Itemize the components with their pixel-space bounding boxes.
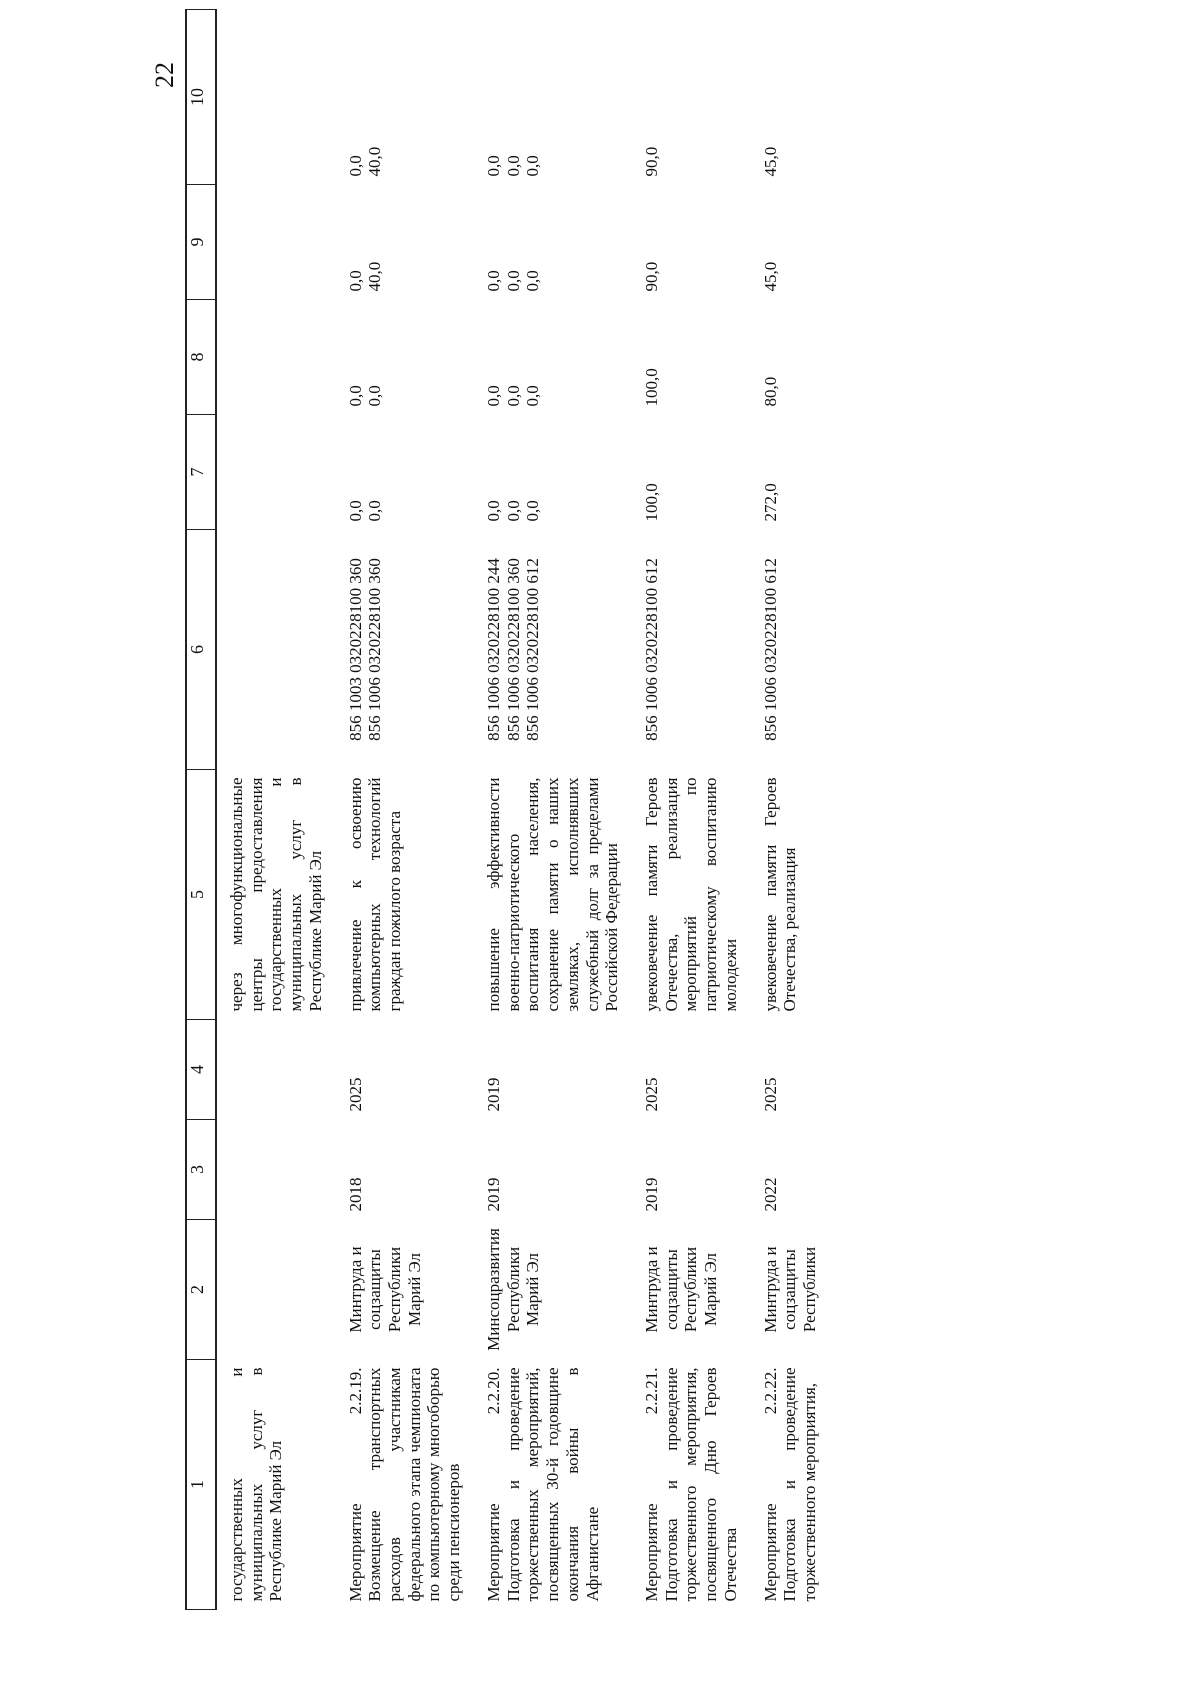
cell-value: 100,0: [641, 483, 661, 522]
cell-c1: государственных и муниципальных услуг в Республике Марий Эл: [227, 1367, 286, 1602]
cell-c9-list: [474, 185, 632, 300]
col-header-9: 9: [186, 185, 216, 300]
cell-c1: Мероприятие 2.2.22. Подготовка и проведение торжественного мероприятия,: [760, 1367, 819, 1602]
cell-c9-list: [751, 185, 830, 300]
cell-value: 0,0: [483, 500, 503, 522]
table-row: [751, 10, 830, 1610]
cell-c10-list: [632, 10, 751, 185]
cell-value: 0,0: [523, 500, 543, 522]
cell-value: 856 1006 0320228100 612: [760, 558, 780, 741]
header-row: [186, 10, 216, 1610]
cell-value: 90,0: [641, 261, 661, 292]
col-header-8: 8: [186, 300, 216, 415]
cell-c2: Минтруда и соцзащиты Республики Марий Эл: [345, 1246, 424, 1333]
cell-c6-list: [632, 530, 751, 770]
cell-c2: [216, 1220, 336, 1360]
col-header-3: 3: [186, 1120, 216, 1220]
cell-value: 80,0: [760, 376, 780, 407]
cell-c8-list: [751, 300, 830, 415]
cell-c5: через многофункциональные центры предоставления государственных и муниципальных услуг в Республике Марий Эл: [227, 777, 325, 1012]
cell-c6-list: [751, 530, 830, 770]
cell-c10-list: [474, 10, 632, 185]
cell-c2: Минтруда и соцзащиты Республики Марий Эл: [641, 1246, 721, 1333]
cell-c7-list: [474, 415, 632, 530]
cell-value: 856 1006 0320228100 360: [503, 558, 523, 741]
cell-value: 0,0: [503, 155, 523, 177]
cell-c5: увековечение памяти Героев Отечества, реализация мероприятий по патриотическому воспитанию молодежи: [641, 777, 740, 1012]
cell-value: 90,0: [641, 146, 661, 177]
cell-value: 0,0: [483, 155, 503, 177]
cell-value: 0,0: [365, 385, 385, 407]
cell-c6-list: [336, 530, 474, 770]
cell-value: 0,0: [345, 155, 365, 177]
cell-value: 40,0: [365, 261, 385, 292]
cell-value: 100,0: [641, 368, 661, 407]
page-number: 22: [150, 62, 179, 88]
cell-c7-list: [336, 415, 474, 530]
cell-value: 0,0: [483, 270, 503, 292]
cell-c1: Мероприятие 2.2.21. Подготовка и проведение торжественного мероприятия, посвященного Дню Героев Отечества: [641, 1367, 740, 1602]
cell-c10-list: [216, 10, 336, 185]
cell-c4: 2025: [760, 1077, 780, 1112]
cell-c6-list: [474, 530, 632, 770]
cell-value: 0,0: [345, 270, 365, 292]
col-header-7: 7: [186, 415, 216, 530]
cell-c7-list: [751, 415, 830, 530]
cell-c2: Минсоцразвития Республики Марий Эл: [483, 1228, 543, 1351]
cell-value: 45,0: [760, 261, 780, 292]
cell-c3: 2022: [760, 1177, 780, 1212]
cell-c5: повышение эффективности военно-патриотического воспитания населения, сохранение памяти о наших земляках, исполнявших служебный долг за пределами Российской Федерации: [483, 777, 622, 1012]
cell-c9-list: [632, 185, 751, 300]
cell-c4: 2025: [345, 1077, 365, 1112]
cell-c10-list: [751, 10, 830, 185]
cell-value: 0,0: [503, 385, 523, 407]
cell-value: 0,0: [523, 385, 543, 407]
cell-c4: 2019: [483, 1077, 503, 1112]
cell-value: 272,0: [760, 483, 780, 522]
col-header-4: 4: [186, 1020, 216, 1120]
cell-c8-list: [632, 300, 751, 415]
cell-c3: 2019: [641, 1177, 661, 1212]
cell-value: 856 1006 0320228100 612: [641, 558, 661, 741]
table-body: [216, 10, 830, 1610]
cell-c3: [216, 1120, 336, 1220]
cell-c2: Минтруда и соцзащиты Республики: [760, 1246, 819, 1333]
cell-value: 856 1006 0320228100 244: [483, 558, 503, 741]
col-header-6: 6: [186, 530, 216, 770]
col-header-1: 1: [186, 1360, 216, 1610]
col-header-2: 2: [186, 1220, 216, 1360]
cell-value: 0,0: [503, 270, 523, 292]
cell-c4: 2025: [641, 1077, 661, 1112]
cell-value: 0,0: [345, 500, 365, 522]
cell-value: 0,0: [503, 500, 523, 522]
cell-value: 0,0: [365, 500, 385, 522]
cell-c10-list: [336, 10, 474, 185]
cell-value: 856 1003 0320228100 360: [345, 558, 365, 741]
cell-c7-list: [216, 415, 336, 530]
cell-c5: увековечение памяти Героев Отечества, реализация: [760, 777, 800, 1012]
cell-c8-list: [216, 300, 336, 415]
cell-c4: [216, 1020, 336, 1120]
col-header-5: 5: [186, 770, 216, 1020]
table-row: [474, 10, 632, 1610]
cell-c9-list: [336, 185, 474, 300]
cell-c6-list: [216, 530, 336, 770]
rotated-table-wrapper: [185, 10, 1185, 1610]
cell-value: 0,0: [523, 270, 543, 292]
cell-value: 40,0: [365, 146, 385, 177]
table-row: [632, 10, 751, 1610]
cell-value: 45,0: [760, 146, 780, 177]
cell-c3: 2018: [345, 1177, 365, 1212]
cell-c1: Мероприятие 2.2.19. Возмещение транспортных расходов участникам федерального этапа чемпионата по компьютерному многоборью среди пенсионеров: [345, 1367, 464, 1602]
col-header-10: 10: [186, 10, 216, 185]
cell-value: 0,0: [345, 385, 365, 407]
cell-c7-list: [632, 415, 751, 530]
cell-value: 856 1006 0320228100 612: [523, 558, 543, 741]
cell-c8-list: [474, 300, 632, 415]
cell-c3: 2019: [483, 1177, 503, 1212]
cell-c8-list: [336, 300, 474, 415]
cell-c1: Мероприятие 2.2.20. Подготовка и проведение торжественных мероприятий, посвященных 30-й годовщине окончания войны в Афганистане: [483, 1367, 602, 1602]
table-row: [336, 10, 474, 1610]
cell-c5: привлечение к освоению компьютерных технологий граждан пожилого возраста: [345, 777, 405, 1012]
measures-table: [185, 9, 830, 1610]
cell-c9-list: [216, 185, 336, 300]
cell-value: 0,0: [483, 385, 503, 407]
table-row: [216, 10, 336, 1610]
cell-value: 0,0: [523, 155, 543, 177]
cell-value: 856 1006 0320228100 360: [365, 558, 385, 741]
